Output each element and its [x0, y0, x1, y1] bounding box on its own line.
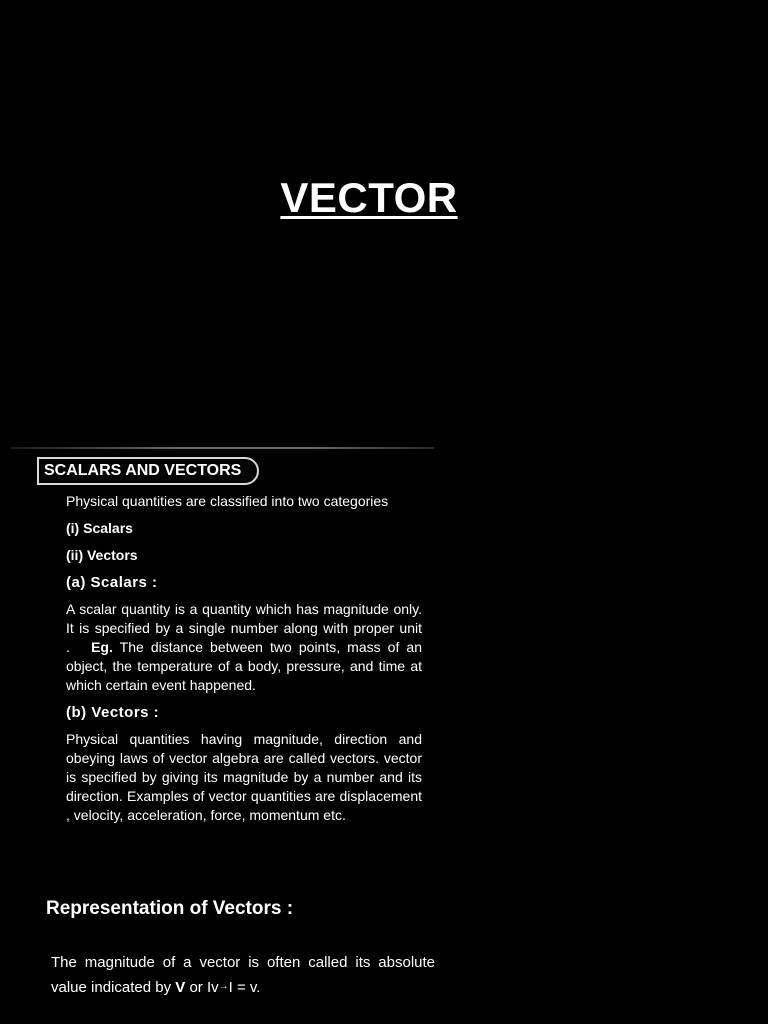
vectors-paragraph: Physical quantities having magnitude, direction and obeying laws of vector algebra are called vectors. vector is specified by giving its magnitude by a number and its direction. Examples of vector quantities are displacement , velocity, acceleration, force, momentum etc. — [66, 731, 422, 823]
scalars-paragraph — [66, 600, 422, 695]
representation-heading: Representation of Vectors : — [46, 898, 294, 919]
abs-bar-right: I — [228, 979, 233, 996]
page-title: VECTOR — [280, 174, 458, 221]
vector-arrow-icon: → — [218, 981, 229, 992]
intro-text: Physical quantities are classified into two categories — [66, 493, 389, 509]
vec-letter: v — [211, 979, 219, 996]
rep-text-end: = v. — [236, 979, 261, 996]
bold-v-symbol: V — [175, 979, 186, 996]
eg-label: Eg. — [91, 639, 113, 655]
scalars-text-after: The distance between two points, mass of an object, the temperature of a body, pressure, and time at which certain event happened. — [66, 639, 422, 693]
section-divider — [10, 447, 434, 449]
vectors-heading: (b) Vectors : — [66, 704, 160, 721]
representation-text — [51, 950, 435, 1002]
scalars-heading: (a) Scalars : — [66, 574, 158, 591]
rep-text-part1: The magnitude of a vector is often called its absolute value indicated by — [51, 954, 435, 996]
vector-v-symbol — [211, 975, 229, 1002]
scalars-text-before: A scalar quantity is a quantity which has magnitude only. It is specified by a single number along with proper unit . — [66, 601, 422, 655]
rep-text-or: or — [189, 979, 203, 996]
list-item-vectors: (ii) Vectors — [66, 547, 138, 563]
section-tab-label: SCALARS AND VECTORS — [37, 457, 259, 485]
abs-bar-left: I — [206, 979, 212, 996]
list-item-scalars: (i) Scalars — [66, 520, 133, 536]
section-content — [66, 492, 422, 825]
